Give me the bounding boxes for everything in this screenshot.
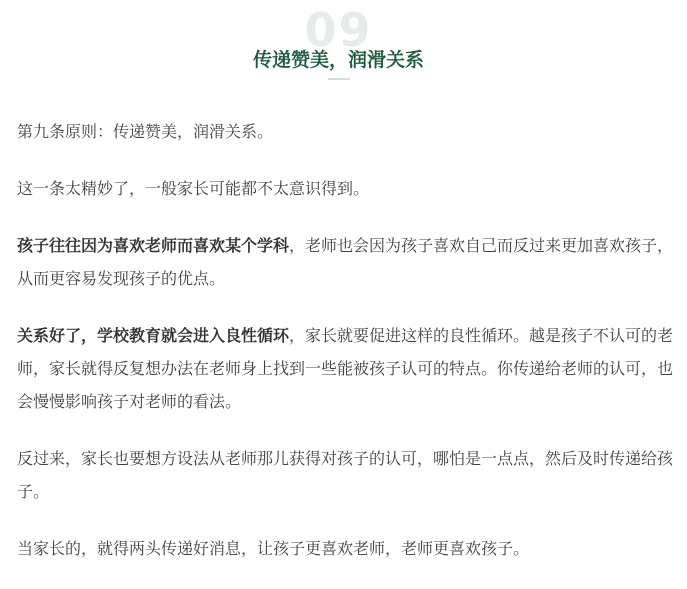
section-title: 传递赞美，润滑关系 xyxy=(252,49,424,71)
paragraph-bold-text: 关系好了，学校教育就会进入良性循环 xyxy=(17,326,290,345)
paragraph xyxy=(17,319,675,418)
section-header xyxy=(0,0,687,90)
paragraph xyxy=(17,172,675,205)
paragraph xyxy=(17,229,675,295)
paragraph-text: ，老师也会因为孩子喜欢自己而反过来更加喜欢孩子，从而更容易发现孩子的优点。 xyxy=(17,236,674,288)
paragraph xyxy=(17,532,675,565)
article-body xyxy=(17,115,675,589)
paragraph-text: ，家长就要促进这样的良性循环。越是孩子不认可的老师，家长就得反复想办法在老师身上找到一些能被孩子认可的特点。你传递给老师的认可，也会慢慢影响孩子对老师的看法。 xyxy=(17,326,674,411)
paragraph xyxy=(17,442,675,508)
paragraph-text: 第九条原则：传递赞美，润滑关系。 xyxy=(17,122,274,141)
paragraph-bold-text: 孩子往往因为喜欢老师而喜欢某个学科 xyxy=(17,236,290,255)
paragraph-text: 反过来，家长也要想方设法从老师那儿获得对孩子的认可，哪怕是一点点，然后及时传递给孩子。 xyxy=(17,449,674,501)
paragraph xyxy=(17,115,675,148)
section-number: 09 xyxy=(304,3,373,57)
paragraph-text: 当家长的，就得两头传递好消息，让孩子更喜欢老师，老师更喜欢孩子。 xyxy=(17,539,530,558)
paragraph-text: 这一条太精妙了，一般家长可能都不太意识得到。 xyxy=(17,179,370,198)
title-underline xyxy=(328,78,350,80)
